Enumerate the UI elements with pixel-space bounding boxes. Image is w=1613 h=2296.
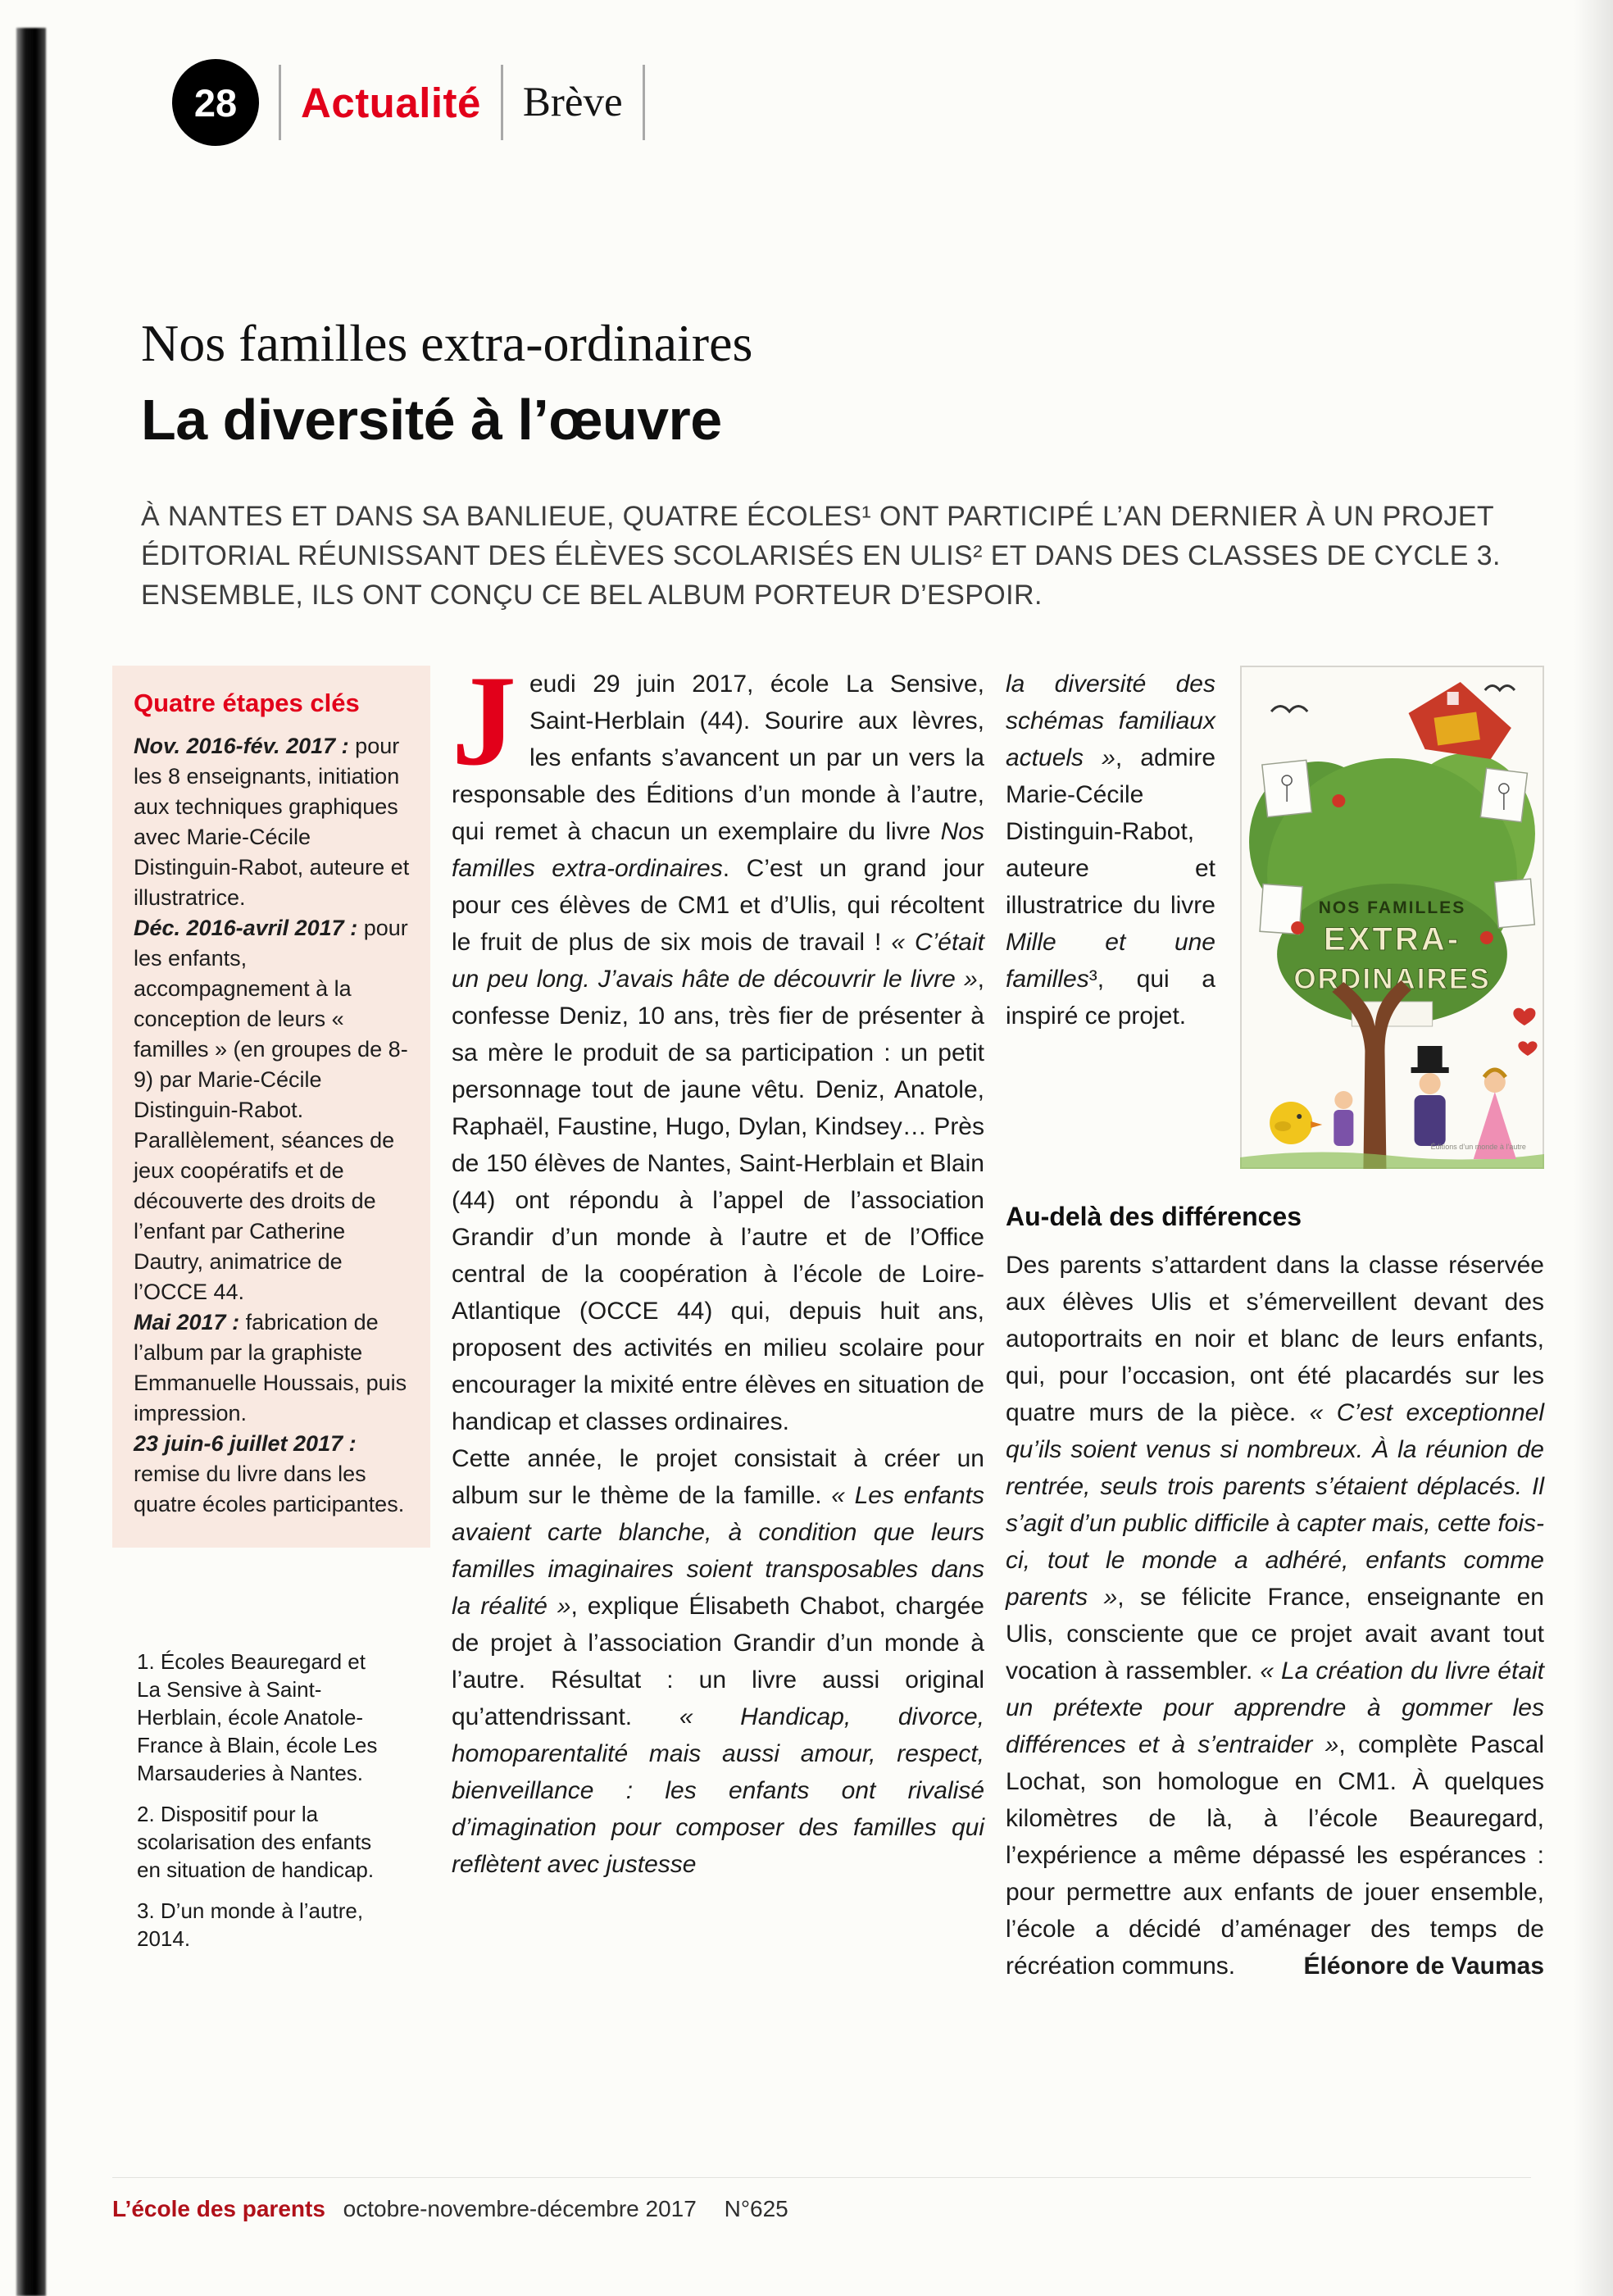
- text-segment: « Handicap, divorce, homoparentalité mais aussi amour, respect, bienveillance : les enfants ont rivalisé d’imagination pour composer des familles qui reflètent avec justesse: [452, 1703, 984, 1878]
- paragraph: [1006, 666, 1215, 1034]
- text-segment: la diversité des schémas familiaux actuels »: [1006, 671, 1215, 771]
- book-title-line3: ORDINAIRES: [1293, 963, 1491, 995]
- article-title: La diversité à l’œuvre: [141, 388, 722, 452]
- footnotes: [137, 1648, 383, 1953]
- text-segment: 23 juin-6 juillet 2017 :: [134, 1431, 357, 1456]
- header-divider: [279, 65, 281, 140]
- text-segment: « Les enfants avaient carte blanche, à condition que leurs familles imaginaires soient transposables dans la réalité »: [452, 1482, 985, 1620]
- article-column-right: [1006, 666, 1544, 1985]
- text-segment: Cette année, le projet consistait à créer un album sur le thème de la famille.: [452, 1445, 984, 1509]
- article-content: [112, 649, 1544, 1985]
- title-block: [141, 313, 1502, 615]
- scan-edge-left: [16, 28, 46, 2296]
- text-segment: pour les enfants, accompagnement à la conception de leurs « familles » (en groupes de 8-9) par Marie-Cécile Distinguin-Rabot. Parallèlement, séances de jeux coopératifs et de découverte des droits de l’enfant par Catherine Dautry, animatrice de l’OCCE 44.: [134, 916, 408, 1304]
- text-segment: fabrication de l’album par la graphiste Emmanuelle Houssais, puis impression.: [134, 1310, 407, 1425]
- text-segment: pour les 8 enseignants, initiation aux techniques graphiques avec Marie-Cécile Distinguin-Rabot, auteure et illustratrice.: [134, 734, 410, 910]
- paragraph: [1006, 1247, 1544, 1985]
- paragraph: [134, 1429, 411, 1520]
- subsection-label: Brève: [522, 80, 623, 125]
- text-segment: , complète Pascal Lochat, son homologue en CM1. À quelques kilomètres de là, à l’école Beauregard, l’expérience a même dépassé les espérances : pour permettre aux enfants de jouer ensemble, l’école a décidé d’aménager des temps de récréation communs.: [1006, 1731, 1544, 1980]
- subheading: Au-delà des différences: [1006, 1202, 1302, 1231]
- issue-number: N°625: [724, 2196, 788, 2221]
- text-segment: , admire Marie-Cécile Distinguin-Rabot, auteure et illustratrice du livre: [1006, 744, 1216, 919]
- paragraph: [134, 731, 411, 913]
- article-body-right: [1006, 1247, 1544, 1985]
- header-divider: [643, 65, 645, 140]
- text-segment: Mai 2017 :: [134, 1310, 246, 1334]
- header-divider: [501, 65, 503, 140]
- paragraph: 3. D’un monde à l’autre, 2014.: [137, 1898, 364, 1951]
- standfirst: À NANTES ET DANS SA BANLIEUE, QUATRE ÉCOLES¹ ONT PARTICIPÉ L’AN DERNIER À UN PROJET ÉDITORIAL RÉUNISSANT DES ÉLÈVES SCOLARISÉS EN ULIS² ET DANS DES CLASSES DE CYCLE 3. ENSEMBLE, ILS ONT CONÇU CE BEL ALBUM PORTEUR D’ESPOIR.: [141, 501, 1501, 611]
- book-title-small: NOS FAMILLES: [1318, 898, 1466, 917]
- text-segment: Mille et une familles: [1006, 929, 1215, 993]
- section-label: Actualité: [301, 79, 481, 126]
- book-title-line2: EXTRA-: [1323, 921, 1461, 957]
- text-segment: , se félicite France, enseignante en Ulis, consciente que ce projet avait avant tout vocation à rassembler.: [1006, 1584, 1544, 1684]
- left-column: [112, 666, 430, 1985]
- book-cover-image: [1240, 666, 1544, 1169]
- text-segment: , confesse Deniz, 10 ans, très fier de présenter à sa mère le produit de sa participation : un petit personnage tout de jaune vêtu. Deniz, Anatole, Raphaël, Faustine, Hugo, Dylan, Kindsey… Près de 150 élèves de Nantes, Saint-Herblain et Blain (44) ont répondu à l’appel de l’association Grandir d’un monde à l’autre et de l’Office central de la coopération à l’école de Loire-Atlantique (OCCE 44) qui, depuis huit ans, proposent des activités en milieu scolaire pour encourager la mixité entre élèves en situation de handicap et classes ordinaires.: [452, 966, 984, 1435]
- page-footer: [112, 2177, 1531, 2222]
- issue-date: octobre-novembre-décembre 2017: [343, 2196, 697, 2221]
- magazine-name: L’école des parents: [112, 2196, 325, 2221]
- page-number-badge: [172, 59, 259, 146]
- text-segment: « C’est exceptionnel qu’ils soient venus si nombreux. À la réunion de rentrée, seuls trois parents s’étaient déplacés. Il s’agit d’un public difficile à capter mais, cette fois-ci, tout le monde a adhéré, enfants comme parents »: [1006, 1399, 1544, 1611]
- page-header: [172, 59, 665, 146]
- drop-cap: J: [452, 649, 516, 793]
- paragraph: [134, 1307, 411, 1429]
- key-steps-box: [112, 666, 430, 1548]
- key-steps-entries: [134, 731, 411, 1520]
- text-segment: ³, qui a inspiré ce projet.: [1006, 966, 1215, 1030]
- author-byline: Éléonore de Vaumas: [1303, 1953, 1544, 1980]
- key-steps-title: Quatre étapes clés: [134, 689, 360, 717]
- text-segment: , explique Élisabeth Chabot, chargée de projet à l’association Grandir d’un monde à l’autre. Résultat : un livre aussi original qu’attendrissant.: [452, 1593, 984, 1730]
- text-segment: eudi 29 juin 2017, école La Sensive, Saint-Herblain (44). Sourire aux lèvres, les enfants s’avancent un par un vers la responsable des Éditions d’un monde à l’autre, qui remet à chacun un exemplaire du livre: [452, 671, 984, 845]
- right-top-section: [1006, 666, 1544, 1169]
- continuation-text: [1006, 666, 1215, 1169]
- book-cover-illustration: [1240, 666, 1544, 1169]
- text-segment: Déc. 2016-avril 2017 :: [134, 916, 364, 940]
- paragraph: 1. Écoles Beauregard et La Sensive à Saint-Herblain, école Anatole-France à Blain, école Les Marsauderies à Nantes.: [137, 1649, 378, 1785]
- text-segment: Nos familles extra-ordinaires: [452, 818, 984, 882]
- article-body: [452, 649, 985, 1883]
- article-column-main: [452, 649, 985, 1985]
- text-segment: « C’était un peu long. J’avais hâte de découvrir le livre »: [452, 929, 984, 993]
- paragraph: [452, 649, 984, 1440]
- scan-edge-right: [1574, 0, 1613, 2296]
- text-segment: « La création du livre était un prétexte pour apprendre à gommer les différences et à s’entraider »: [1006, 1657, 1544, 1758]
- article-kicker: Nos familles extra-ordinaires: [141, 314, 753, 372]
- text-segment: Des parents s’attardent dans la classe réservée aux élèves Ulis et s’émerveillent devant des autoportraits en noir et blanc de leurs enfants, qui, pour l’occasion, ont été placardés sur les quatre murs de la pièce.: [1006, 1252, 1544, 1426]
- book-publisher: Éditions d’un monde à l’autre: [1430, 1143, 1526, 1151]
- paragraph: [134, 913, 411, 1307]
- paragraph: [452, 1440, 984, 1883]
- page-number: 28: [193, 80, 238, 125]
- paragraph: 2. Dispositif pour la scolarisation des enfants en situation de handicap.: [137, 1802, 375, 1882]
- text-segment: . C’est un grand jour pour ces élèves de CM1 et d’Ulis, qui récoltent le fruit de plus de six mois de travail !: [452, 855, 984, 956]
- text-segment: remise du livre dans les quatre écoles participantes.: [134, 1462, 405, 1516]
- text-segment: Nov. 2016-fév. 2017 :: [134, 734, 356, 758]
